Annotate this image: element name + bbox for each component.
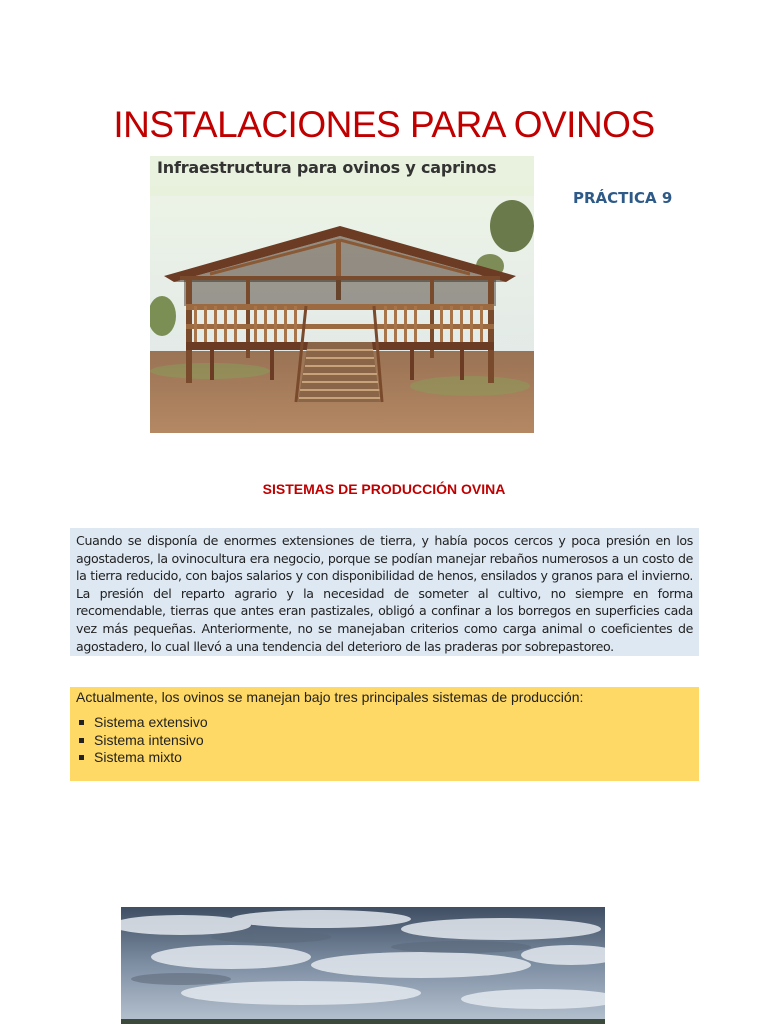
practice-label: PRÁCTICA 9 (573, 189, 673, 207)
intro-paragraph: Cuando se disponía de enormes extensiones de tierra, y había pocos cercos y poca presión en los agostaderos, la ovinocultura era negocio, porque se podían manejar rebaños numerosos a un costo de la tierra reducido, con bajos salarios y con disponibilidad de henos, ensilados y granos para el invierno. La presión del reparto agrario y la necesidad de someter al cultivo, no siempre en forma recomendable, tierras que antes eran pastizales, obligó a confinar a los borregos en superficies cada vez más pequeñas. Anteriormente, no se manejaban criterios como carga animal o coeficientes de agostadero, lo cual llevó a una tendencia del deterioro de las praderas por sobrepastoreo. (70, 528, 699, 656)
photo-caption: Infraestructura para ovinos y caprinos (157, 158, 497, 177)
barn-illustration (150, 156, 534, 433)
list-item: Sistema mixto (94, 749, 693, 767)
list-item: Sistema intensivo (94, 732, 693, 750)
barn-photo (150, 156, 534, 433)
systems-list (76, 714, 693, 767)
page-title: INSTALACIONES PARA OVINOS (113, 104, 655, 145)
section-title: SISTEMAS DE PRODUCCIÓN OVINA (262, 481, 506, 497)
list-item: Sistema extensivo (94, 714, 693, 732)
landscape-photo (121, 907, 605, 1024)
systems-lead: Actualmente, los ovinos se manejan bajo tres principales sistemas de producción: (76, 689, 584, 705)
landscape-illustration (121, 907, 605, 1024)
production-systems-box (70, 687, 699, 781)
